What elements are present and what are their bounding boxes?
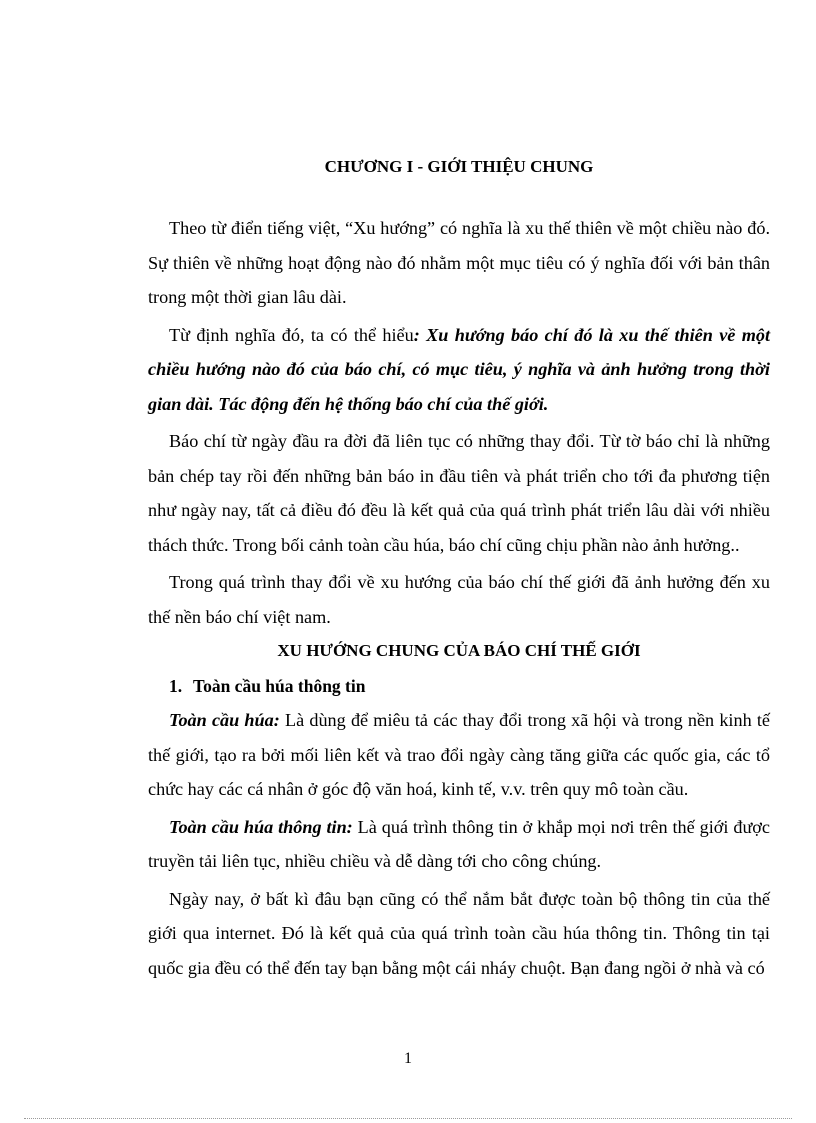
paragraph-globalization [148, 703, 770, 807]
globalization-text: Là dùng để miêu tả các thay đổi trong xã hội và trong nền kinh tế thế giới, tạo ra bởi mối liên kết và trao đổi ngày càng tăng giữa các quốc gia, các tổ chức hay các cá nhân ở góc độ văn hoá, kinh tế, v.v. trên quy mô toàn cầu. [148, 710, 770, 799]
paragraph-information-globalization [148, 810, 770, 879]
trend-definition-emphasis: : Xu hướng báo chí đó là xu thế thiên về một chiều hướng nào đó của báo chí, có mục tiêu, ý nghĩa và ảnh hưởng trong thời gian dài. Tác động đến hệ thống báo chí của thế giới. [148, 324, 770, 414]
subsection-number: 1. [169, 675, 183, 696]
paragraph-vietnam-influence: Trong quá trình thay đổi về xu hướng của báo chí thế giới đã ảnh hưởng đến xu thế nền báo chí việt nam. [148, 572, 770, 627]
globalization-term: Toàn cầu húa: [169, 710, 280, 730]
paragraph-internet: Ngày nay, ở bất kì đâu bạn cũng có thể nắm bắt được toàn bộ thông tin của thế giới qua internet. Đó là kết quả của quá trình toàn cầu húa thông tin. Thông tin tại quốc gia đều có thể đến tay bạn bằng một cái nháy chuột. Bạn đang ngồi ở nhà và có [148, 888, 770, 978]
information-globalization-text: Là quá trình thông tin ở khắp mọi nơi trên thế giới được truyền tải liên tục, nhiều chiều và dễ dàng tới cho công chúng. [148, 816, 770, 871]
document-body [148, 150, 770, 985]
page-number: 1 [404, 1050, 412, 1067]
subsection-title: Toàn cầu húa thông tin [193, 675, 366, 696]
paragraph-press-history: Báo chí từ ngày đầu ra đời đã liên tục có những thay đổi. Từ tờ báo chỉ là những bản chép tay rồi đến những bản báo in đầu tiên và phát triển cho tới đa phương tiện như ngày nay, tất cả điều đó đều là kết quả của quá trình phát triển lâu dài với nhiều thách thức. Trong bối cảnh toàn cầu húa, báo chí cũng chịu phần nào ảnh hưởng.. [148, 431, 770, 555]
paragraph-definition: Theo từ điển tiếng việt, “Xu hướng” có nghĩa là xu thế thiên về một chiều nào đó. Sự thiên về những hoạt động nào đó nhằm một mục tiêu có ý nghĩa đối với bản thân trong một thời gian lâu dài. [148, 218, 770, 307]
paragraph-trend-definition [148, 318, 770, 422]
section-title: XU HƯỚNG CHUNG CỦA BÁO CHÍ THẾ GIỚI [277, 641, 641, 660]
subsection-heading [148, 669, 770, 704]
information-globalization-term: Toàn cầu húa thông tin: [169, 816, 353, 837]
trend-definition-intro: Từ định nghĩa đó, ta có thể hiểu [169, 324, 414, 345]
chapter-title: CHƯƠNG I - GIỚI THIỆU CHUNG [324, 157, 594, 176]
page-bottom-divider [24, 1118, 792, 1119]
